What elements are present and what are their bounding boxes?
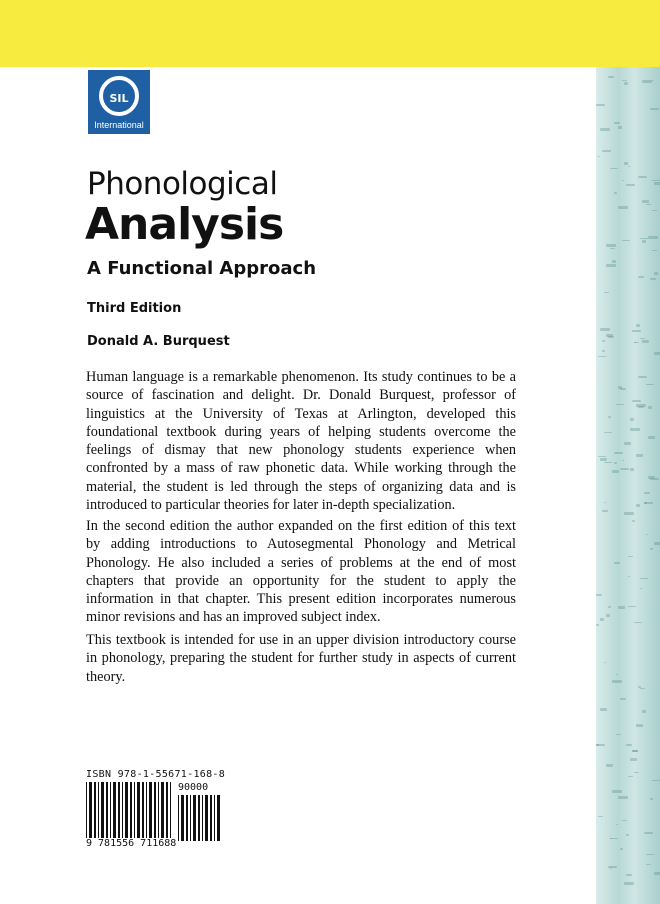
- book-subtitle: A Functional Approach: [87, 258, 317, 279]
- price-code-bars: [178, 795, 224, 841]
- description-paragraph: In the second edition the author expanded on the first edition of this text by adding introductions to Autosegmental Phonology and Metrical Phonology. He also included a series of problems at the end of most chapters that provide an opportunity for the student to apply the information in that chapter. This present edition incorporates numerous minor revisions and has an improved subject index.: [86, 518, 516, 626]
- isbn-label: ISBN 978-1-55671-168-8: [86, 769, 226, 780]
- barcode-bars: [86, 782, 178, 838]
- barcode-digits: 9 781556 711688: [86, 838, 177, 849]
- edition-label: Third Edition: [87, 301, 182, 316]
- price-code: 90000: [178, 782, 209, 793]
- top-color-band: [0, 0, 660, 67]
- sil-seal-icon: [88, 70, 150, 120]
- logo-label: International: [94, 120, 144, 130]
- publisher-logo: [88, 70, 150, 134]
- description-paragraph: Human language is a remarkable phenomenon. Its study continues to be a source of fascination and delight. Dr. Donald Burquest, professor of linguistics at the University of Texas at Arlington, developed this foundational textbook during years of helping students overcome the feelings of dismay that new phonology students experience when confronted by a mass of raw phonetic data. While working through the material, the student is led through the steps of organizing data and is introduced to particular theories for later in-depth specialization.: [86, 369, 516, 514]
- decorative-side-strip: [596, 67, 660, 904]
- book-title-line-2: Analysis: [85, 199, 284, 250]
- author-name: Donald A. Burquest: [87, 334, 230, 349]
- book-title-line-1: Phonological: [87, 166, 278, 202]
- description-paragraph: This textbook is intended for use in an upper division introductory course in phonology, preparing the student for further study in aspects of current theory.: [86, 632, 516, 685]
- svg-text:SIL: SIL: [109, 92, 129, 105]
